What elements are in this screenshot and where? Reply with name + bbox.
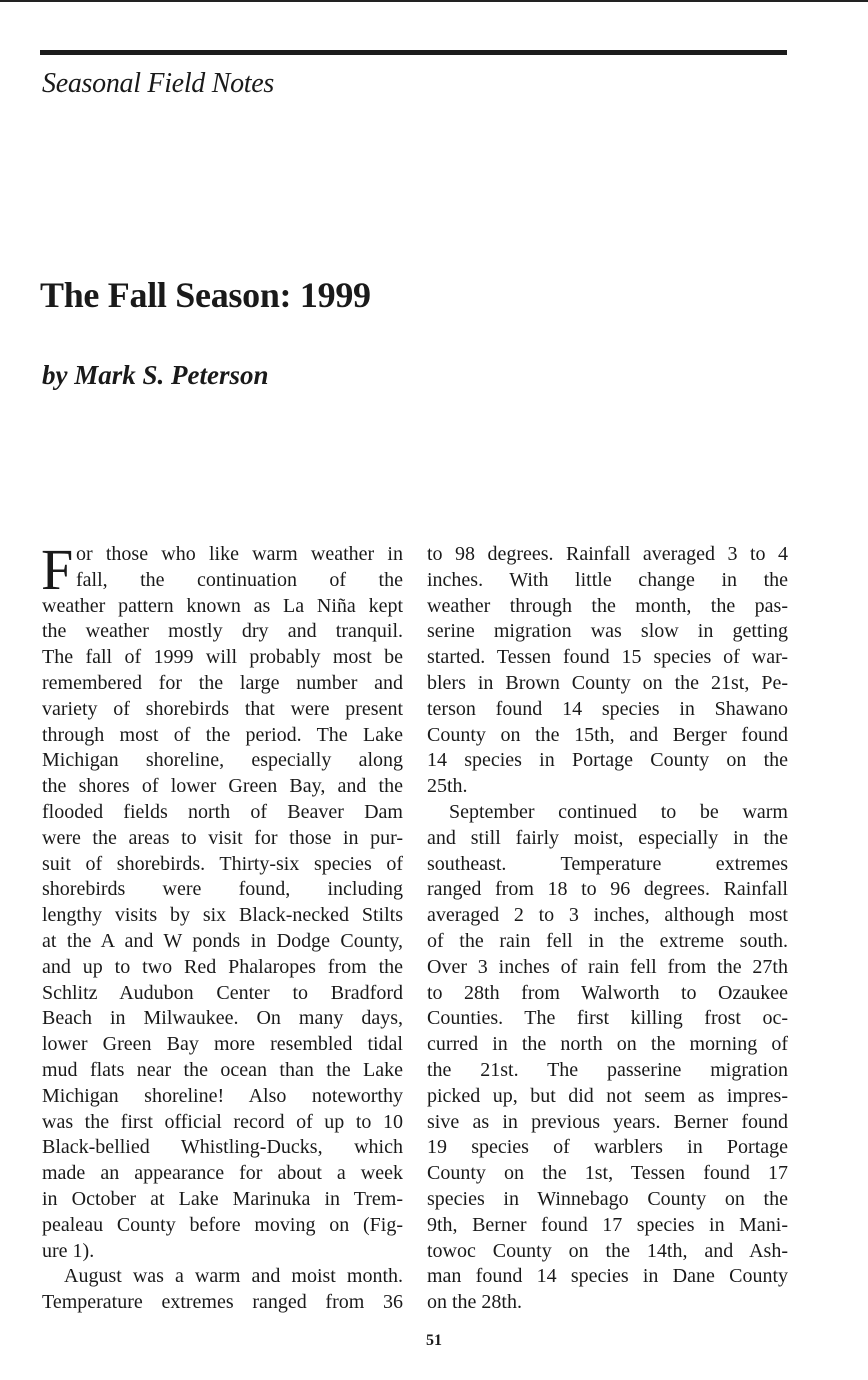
- page-number: 51: [426, 1332, 442, 1349]
- header-rule: [40, 50, 787, 55]
- text-line: averaged 2 to 3 inches, although most: [427, 904, 788, 927]
- text-column-right: [427, 542, 788, 1316]
- text-line: pealeau County before moving on (Fig-: [42, 1213, 403, 1236]
- drop-cap-block: [41, 537, 403, 602]
- text-line: September continued to be warm: [449, 800, 788, 823]
- text-line: 9th, Berner found 17 species in Mani-: [427, 1213, 788, 1236]
- text-line: and up to two Red Phalaropes from the: [42, 955, 403, 978]
- text-line: sive as in previous years. Berner found: [427, 1110, 788, 1133]
- text-line: suit of shorebirds. Thirty-six species of: [42, 852, 403, 875]
- text-line: the 21st. The passerine migration: [427, 1058, 788, 1081]
- text-line: Michigan shoreline! Also noteworthy: [42, 1084, 403, 1107]
- article-title: The Fall Season: 1999: [40, 275, 371, 315]
- text-line: were the areas to visit for those in pur-: [42, 826, 403, 849]
- text-line: variety of shorebirds that were present: [42, 697, 403, 720]
- text-line: or those who like warm weather in: [76, 543, 403, 565]
- text-line: inches. With little change in the: [427, 568, 788, 591]
- section-label: Seasonal Field Notes: [42, 68, 274, 99]
- text-line: 14 species in Portage County on the: [427, 749, 788, 772]
- text-line: species in Winnebago County on the: [427, 1187, 788, 1210]
- text-line: towoc County on the 14th, and Ash-: [427, 1239, 788, 1262]
- text-line: County on the 1st, Tessen found 17: [427, 1162, 788, 1185]
- text-line: made an appearance for about a week: [42, 1162, 403, 1185]
- text-line: ranged from 18 to 96 degrees. Rainfall: [427, 878, 788, 901]
- page-top-edge: [0, 0, 868, 2]
- text-line: through most of the period. The Lake: [42, 723, 403, 746]
- text-line: lengthy visits by six Black-necked Stilts: [42, 904, 403, 927]
- text-line: 25th.: [427, 775, 468, 798]
- text-line: County on the 15th, and Berger found: [427, 723, 788, 746]
- article-byline: by Mark S. Peterson: [42, 360, 269, 390]
- text-line: flooded fields north of Beaver Dam: [42, 800, 403, 823]
- text-line: lower Green Bay more resembled tidal: [42, 1033, 403, 1056]
- text-line: Temperature extremes ranged from 36: [42, 1291, 403, 1314]
- text-line: The fall of 1999 will probably most be: [42, 646, 403, 669]
- text-line: shorebirds were found, including: [42, 878, 403, 901]
- text-line: to 28th from Walworth to Ozaukee: [427, 981, 788, 1004]
- text-line: 19 species of warblers in Portage: [427, 1136, 788, 1159]
- text-line: to 98 degrees. Rainfall averaged 3 to 4: [427, 543, 788, 565]
- text-line: southeast. Temperature extremes: [427, 852, 788, 875]
- text-line: in October at Lake Marinuka in Trem-: [42, 1187, 403, 1210]
- text-line: the shores of lower Green Bay, and the: [42, 775, 403, 798]
- text-line: man found 14 species in Dane County: [427, 1265, 788, 1288]
- text-line: blers in Brown County on the 21st, Pe-: [427, 671, 788, 694]
- text-line: terson found 14 species in Shawano: [427, 697, 788, 720]
- text-line: fall, the continuation of the: [76, 568, 403, 591]
- text-line: mud flats near the ocean than the Lake: [42, 1058, 403, 1081]
- text-line: curred in the north on the morning of: [427, 1033, 788, 1056]
- text-line: at the A and W ponds in Dodge County,: [42, 929, 403, 952]
- text-line: weather through the month, the pas-: [427, 594, 788, 617]
- text-line: Black-bellied Whistling-Ducks, which: [42, 1136, 403, 1159]
- text-line: Beach in Milwaukee. On many days,: [42, 1007, 403, 1030]
- text-line: on the 28th.: [427, 1291, 522, 1314]
- text-line: Michigan shoreline, especially along: [42, 749, 403, 772]
- text-line: remembered for the large number and: [42, 671, 403, 694]
- text-line: Schlitz Audubon Center to Bradford: [42, 981, 403, 1004]
- text-line: ure 1).: [42, 1239, 95, 1262]
- text-line: the weather mostly dry and tranquil.: [42, 620, 403, 643]
- text-line: Counties. The first killing frost oc-: [427, 1007, 788, 1030]
- text-line: Over 3 inches of rain fell from the 27th: [427, 955, 788, 978]
- text-line: was the first official record of up to 10: [42, 1110, 403, 1133]
- text-column-left: [41, 537, 403, 1316]
- text-line: of the rain fell in the extreme south.: [427, 929, 788, 952]
- text-line: and still fairly moist, especially in the: [427, 826, 788, 849]
- text-line: weather pattern known as La Niña kept: [42, 594, 403, 617]
- text-line: August was a warm and moist month.: [64, 1265, 403, 1288]
- text-line: serine migration was slow in getting: [427, 620, 788, 643]
- drop-cap: F: [41, 537, 74, 602]
- text-line: picked up, but did not seem as impres-: [427, 1084, 788, 1107]
- text-line: started. Tessen found 15 species of war-: [427, 646, 788, 669]
